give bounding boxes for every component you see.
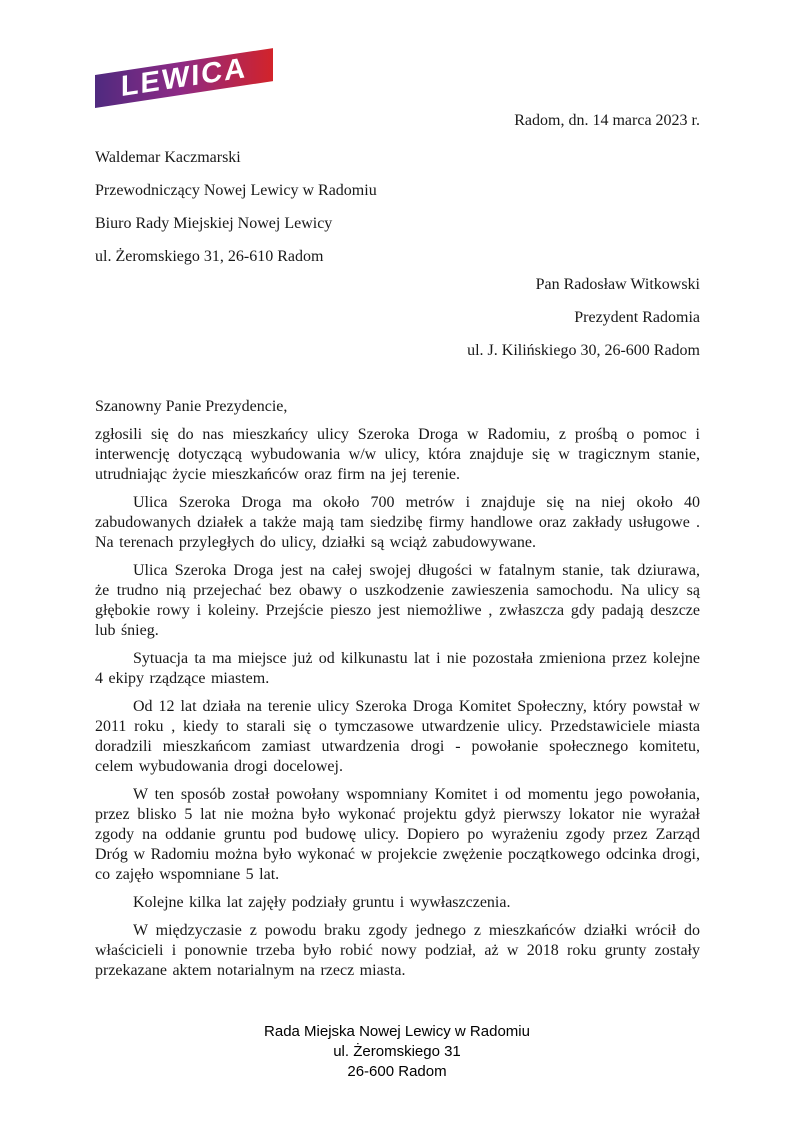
lewica-logo-text: LEWICA xyxy=(120,51,248,104)
recipient-title: Prezydent Radomia xyxy=(574,309,700,326)
salutation: Szanowny Panie Prezydencie, xyxy=(95,398,288,415)
footer-line-city: 26-600 Radom xyxy=(347,1063,447,1080)
lewica-logo xyxy=(95,48,273,108)
footer-block xyxy=(0,1022,794,1082)
sender-block xyxy=(95,141,377,273)
paragraph-5: Od 12 lat działa na terenie ulicy Szeroka Droga Komitet Społeczny, który powstał w 2011 roku , kiedy to starali się o tymczasowe utwardzenie ulicy. Przedstawiciele miasta doradzili mieszkańcom zamiast utwardzenia drogi - powołanie społecznego komitetu, celem wybudowania drogi docelowej. xyxy=(95,698,700,775)
sender-address: ul. Żeromskiego 31, 26-610 Radom xyxy=(95,248,324,265)
paragraph-3: Ulica Szeroka Droga jest na całej swojej długości w fatalnym stanie, tak dziurawa, że trudno nią przejechać bez obawy o uszkodzenie zawieszenia samochodu. Na ulicy są głębokie rowy i koleiny. Przejście pieszo jest niemożliwe , zwłaszcza gdy padają deszcze lub śnieg. xyxy=(95,562,700,639)
paragraph-1: zgłosili się do nas mieszkańcy ulicy Szeroka Droga w Radomiu, z prośbą o pomoc i interwencję dotyczącą wybudowania w/w ulicy, która znajduje się w tragicznym stanie, utrudniając życie mieszkańców oraz firm na jej terenie. xyxy=(95,426,700,483)
recipient-address: ul. J. Kilińskiego 30, 26-600 Radom xyxy=(467,342,700,359)
footer-line-street: ul. Żeromskiego 31 xyxy=(333,1043,461,1060)
sender-office: Biuro Rady Miejskiej Nowej Lewicy xyxy=(95,215,333,232)
sender-title: Przewodniczący Nowej Lewicy w Radomiu xyxy=(95,182,377,199)
paragraph-2: Ulica Szeroka Droga ma około 700 metrów i znajduje się na niej około 40 zabudowanych działek a także mają tam siedzibę firmy handlowe oraz zakłady usługowe . Na terenach przyległych do ulicy, działki są wciąż zabudowywane. xyxy=(95,494,700,551)
recipient-name: Pan Radosław Witkowski xyxy=(535,276,700,293)
sender-name: Waldemar Kaczmarski xyxy=(95,149,241,166)
recipient-block xyxy=(467,268,700,367)
letter-body xyxy=(95,397,700,989)
paragraph-4: Sytuacja ta ma miejsce już od kilkunastu lat i nie pozostała zmieniona przez kolejne 4 ekipy rządzące miastem. xyxy=(95,650,700,687)
footer-line-org: Rada Miejska Nowej Lewicy w Radomiu xyxy=(264,1023,530,1040)
paragraph-7: Kolejne kilka lat zajęły podziały gruntu i wywłaszczenia. xyxy=(133,894,511,911)
paragraph-6: W ten sposób został powołany wspomniany Komitet i od momentu jego powołania, przez blisko 5 lat nie można było wykonać projektu gdyż pierwszy lokator nie wyrażał zgody na oddanie gruntu pod budowę ulicy. Dopiero po wyrażeniu zgody przez Zarząd Dróg w Radomiu można było wykonać w projekcie zwężenie początkowego odcinka drogi, co zajęło wspomniane 5 lat. xyxy=(95,786,700,883)
paragraph-8: W międzyczasie z powodu braku zgody jednego z mieszkańców działki wrócił do właścicieli i ponownie trzeba było robić nowy podział, aż w 2018 roku grunty zostały przekazane aktem notarialnym na rzecz miasta. xyxy=(95,922,700,979)
date-line: Radom, dn. 14 marca 2023 r. xyxy=(514,112,700,129)
